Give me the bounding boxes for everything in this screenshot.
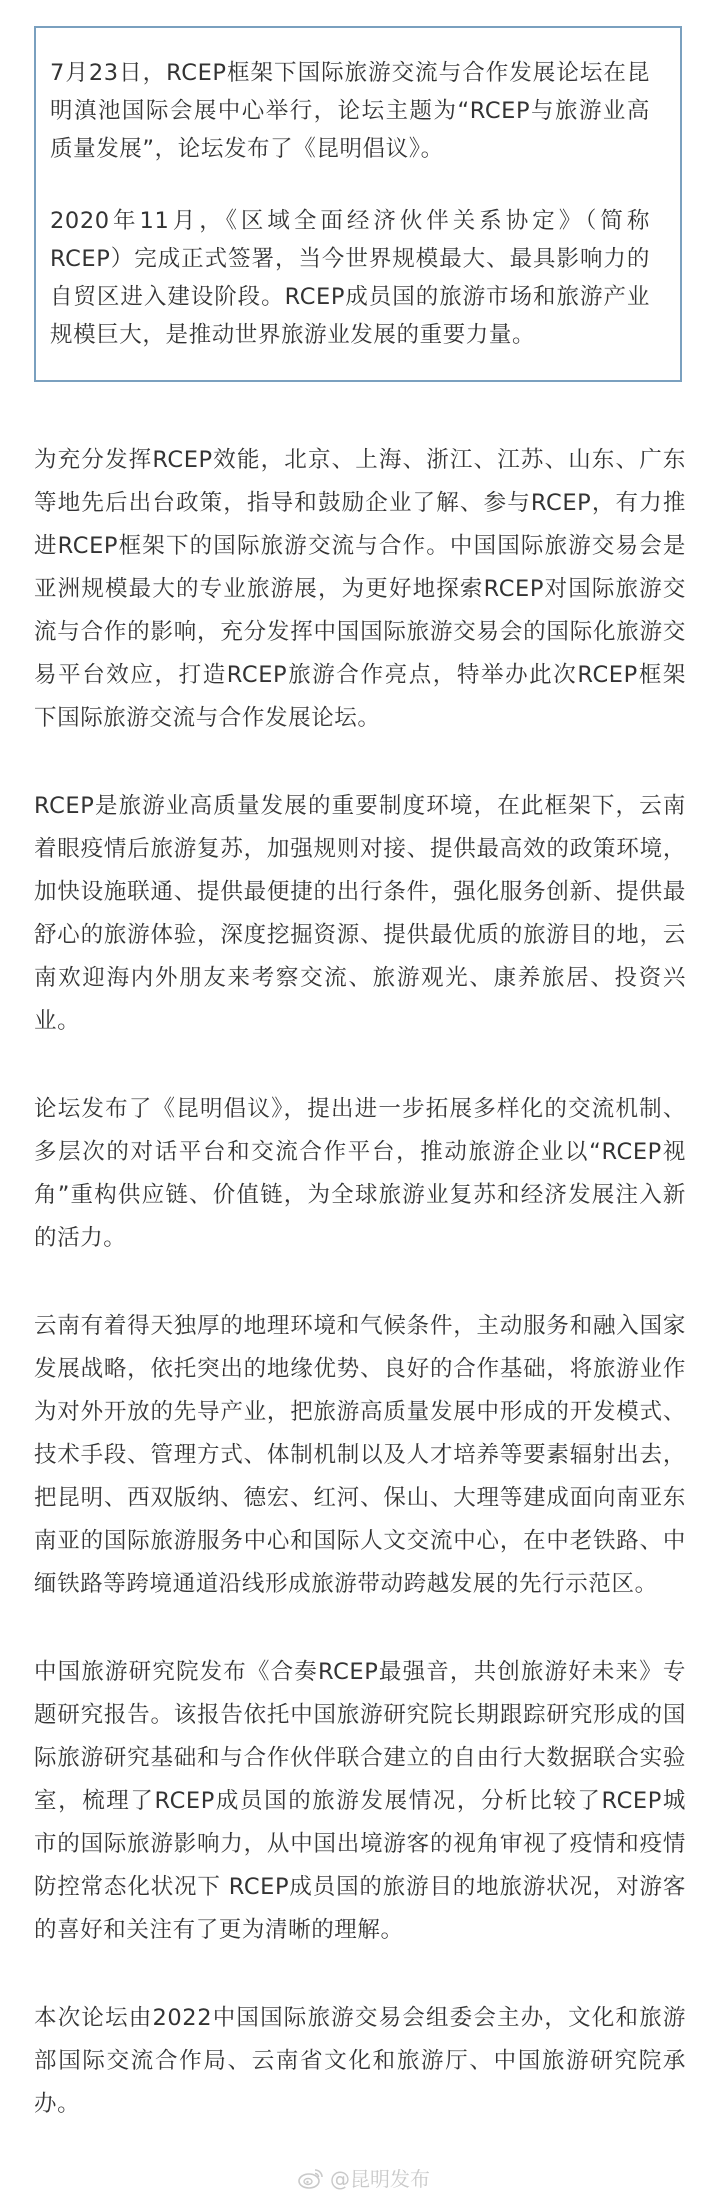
- body-paragraph-2: RCEP是旅游业高质量发展的重要制度环境，在此框架下，云南着眼疫情后旅游复苏，加强规则对接、提供最高效的政策环境，加快设施联通、提供最便捷的出行条件，强化服务创新、提供最舒心的旅游体验，深度挖掘资源、提供最优质的旅游目的地，云南欢迎海内外朋友来考察交流、旅游观光、康养旅居、投资兴业。: [34, 793, 686, 1034]
- body-paragraph-3: 论坛发布了《昆明倡议》，提出进一步拓展多样化的交流机制、多层次的对话平台和交流合作平台，推动旅游企业以“RCEP视角”重构供应链、价值链，为全球旅游业复苏和经济发展注入新的活力。: [34, 1096, 686, 1251]
- watermark: [298, 2163, 430, 2192]
- watermark-text: @昆明发布: [330, 2167, 430, 2191]
- article: [34, 26, 686, 2126]
- weibo-icon: [298, 2167, 324, 2189]
- body-paragraph-1: 为充分发挥RCEP效能，北京、上海、浙江、江苏、山东、广东等地先后出台政策，指导和鼓励企业了解、参与RCEP，有力推进RCEP框架下的国际旅游交流与合作。中国国际旅游交易会是亚洲规模最大的专业旅游展，为更好地探索RCEP对国际旅游交流与合作的影响，充分发挥中国国际旅游交易会的国际化旅游交易平台效应，打造RCEP旅游合作亮点，特举办此次RCEP框架下国际旅游交流与合作发展论坛。: [34, 447, 686, 731]
- body-paragraph-6: 本次论坛由2022中国国际旅游交易会组委会主办，文化和旅游部国际交流合作局、云南省文化和旅游厅、中国旅游研究院承办。: [34, 2005, 686, 2117]
- intro-box: [34, 26, 682, 382]
- body-paragraph-5: 中国旅游研究院发布《合奏RCEP最强音，共创旅游好未来》专题研究报告。该报告依托中国旅游研究院长期跟踪研究形成的国际旅游研究基础和与合作伙伴联合建立的自由行大数据联合实验室，梳理了RCEP成员国的旅游发展情况，分析比较了RCEP城市的国际旅游影响力，从中国出境游客的视角审视了疫情和疫情防控常态化状况下 RCEP成员国的旅游目的地旅游状况，对游客的喜好和关注有了更为清晰的理解。: [34, 1659, 686, 1943]
- intro-paragraph-2: 2020年11月，《区域全面经济伙伴关系协定》（简称RCEP）完成正式签署，当今世界规模最大、最具影响力的自贸区进入建设阶段。RCEP成员国的旅游市场和旅游产业规模巨大，是推动世界旅游业发展的重要力量。: [50, 208, 650, 348]
- body-paragraph-4: 云南有着得天独厚的地理环境和气候条件，主动服务和融入国家发展战略，依托突出的地缘优势、良好的合作基础，将旅游业作为对外开放的先导产业，把旅游高质量发展中形成的开发模式、技术手段、管理方式、体制机制以及人才培养等要素辐射出去，把昆明、西双版纳、德宏、红河、保山、大理等建成面向南亚东南亚的国际旅游服务中心和国际人文交流中心，在中老铁路、中缅铁路等跨境通道沿线形成旅游带动跨越发展的先行示范区。: [34, 1313, 686, 1597]
- intro-paragraph-1: 7月23日，RCEP框架下国际旅游交流与合作发展论坛在昆明滇池国际会展中心举行，论坛主题为“RCEP与旅游业高质量发展”，论坛发布了《昆明倡议》。: [50, 60, 650, 162]
